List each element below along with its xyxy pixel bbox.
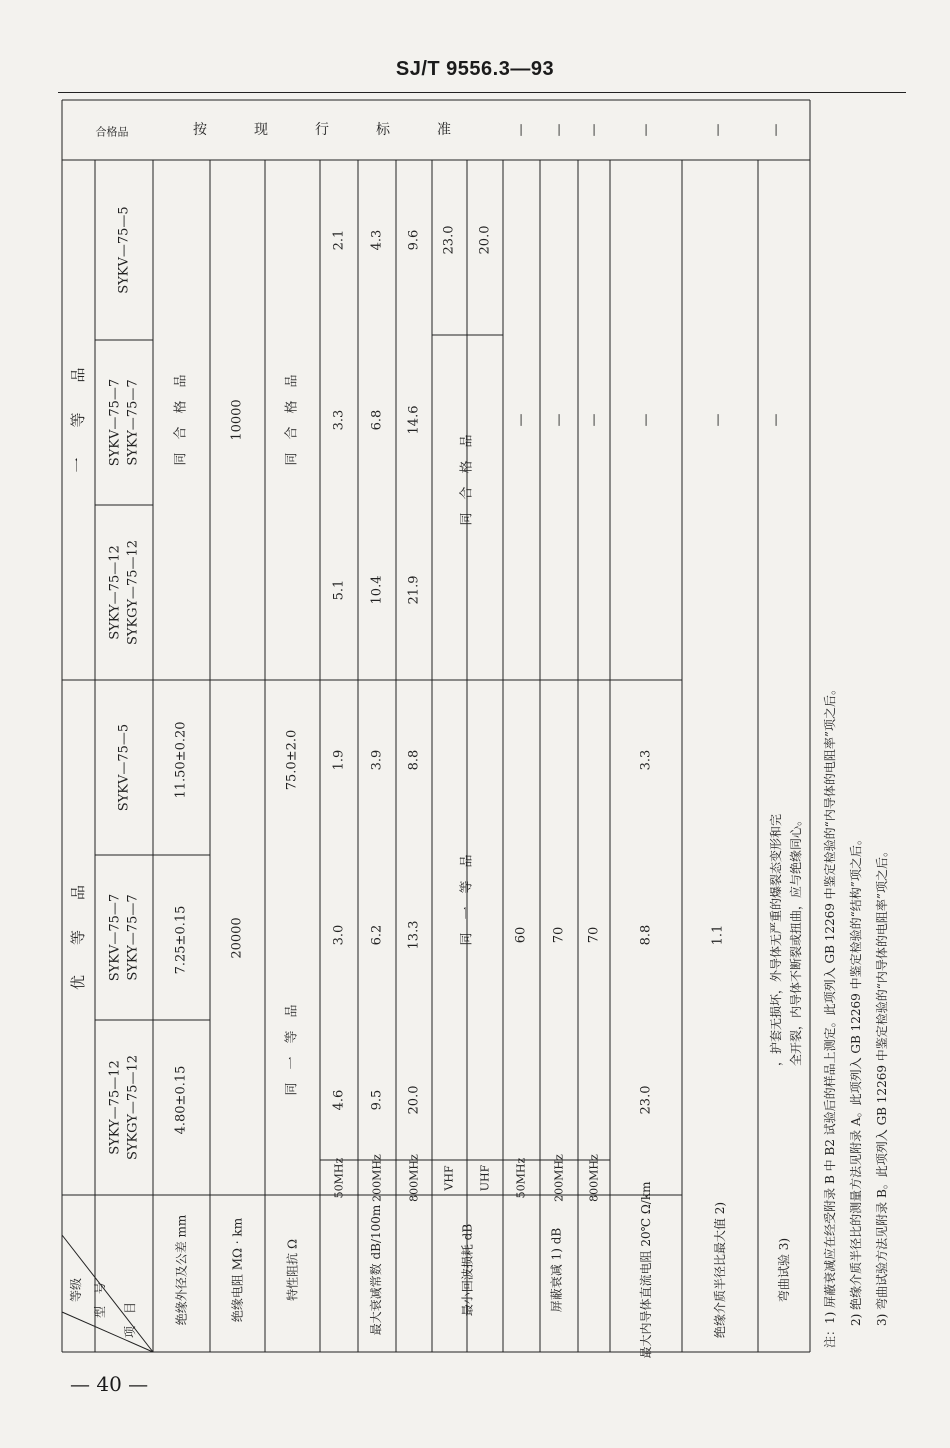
atten-first-0-0: 5.1 (331, 579, 347, 601)
rl-first-left: 同 合 格 品 (459, 434, 475, 526)
screen-superior-1: 70 (551, 926, 567, 944)
atten-superior-2-2: 8.8 (406, 749, 422, 771)
dc-superior-1: 8.8 (638, 924, 654, 946)
footnote-2: 2) 绝缘介质半径比的测量方法见附录 A。此项列入 GB 12269 中鉴定检验的“结构”项之后。 (849, 833, 863, 1326)
item-label-1: 绝缘电阻 MΩ · km (230, 1217, 245, 1323)
rl-first-right-0: 23.0 (441, 225, 457, 255)
atten-first-2-2: 9.6 (406, 229, 422, 251)
od-first: 同 合 格 品 (173, 374, 189, 466)
dash-qualified-4: — (710, 123, 726, 137)
dash-qualified-5: — (768, 123, 784, 137)
imp-superior-right: 75.0±2.0 (284, 729, 300, 791)
atten-freq-2: 800MHz (407, 1154, 421, 1202)
dash-qualified-0: — (513, 123, 529, 137)
model-first-1-0: SYKV—75—7 (107, 378, 123, 467)
dash-first-5: — (768, 413, 784, 427)
atten-superior-2-1: 13.3 (406, 920, 422, 950)
od-superior-2: 11.50±0.20 (173, 721, 189, 799)
dash-first-4: — (710, 413, 726, 427)
model-first-1-1: SYKY—75—7 (125, 379, 141, 466)
screen-freq-2: 800MHz (587, 1154, 601, 1202)
qualified-char-2: 行 (315, 122, 329, 138)
item-label-2: 特性阻抗 Ω (285, 1239, 300, 1301)
item-label-3: 最大衰减常数 dB/100m (369, 1204, 383, 1336)
bend-superior-1: ，护套无损坏，外导体无严重的爆裂态变形和完 (769, 813, 783, 1067)
model-superior-0: SYKV—75—5 (116, 723, 132, 812)
item-label-4: 最小回波损耗 dB (460, 1223, 475, 1317)
atten-superior-2-0: 20.0 (406, 1085, 422, 1115)
imp-superior-left: 同 一 等 品 (284, 1004, 300, 1096)
model-superior-2-1: SYKGY—75—12 (125, 1054, 141, 1161)
model-first-2-1: SYKGY—75—12 (125, 539, 141, 646)
atten-first-1-2: 4.3 (369, 229, 385, 251)
ratio-superior: 1.1 (710, 924, 726, 946)
atten-superior-0-0: 4.6 (331, 1089, 347, 1111)
dash-qualified-1: — (551, 123, 567, 137)
ir-first: 10000 (229, 399, 245, 441)
qualified-char-4: 准 (437, 122, 451, 138)
atten-first-1-1: 6.8 (369, 409, 385, 431)
ir-superior: 20000 (229, 917, 245, 959)
qualified-char-0: 按 (193, 122, 207, 138)
item-label-7: 绝缘介质半径比最大值 2) (713, 1201, 727, 1339)
footnote-3: 3) 弯曲试验方法见附录 B。此项列入 GB 12269 中鉴定检验的“内导体的电阻率”项之后。 (875, 844, 889, 1326)
dash-qualified-3: — (638, 123, 654, 137)
bend-superior-2: 全开裂，内导体不断裂或扭曲，应与绝缘同心。 (789, 813, 803, 1067)
rl-band-0: VHF (442, 1165, 456, 1191)
model-superior-2-0: SYKY—75—12 (107, 1060, 123, 1155)
dc-superior-0: 23.0 (638, 1085, 654, 1115)
atten-freq-1: 200MHz (370, 1154, 384, 1202)
imp-first: 同 合 格 品 (284, 374, 300, 466)
corner-item-label: 项 目 (123, 1301, 137, 1339)
model-first-2-0: SYKY—75—12 (107, 545, 123, 640)
screen-freq-0: 50MHz (514, 1157, 528, 1199)
item-label-0: 绝缘外径及公差 mm (174, 1214, 189, 1326)
atten-superior-1-2: 3.9 (369, 749, 385, 771)
screen-superior-2: 70 (586, 926, 602, 944)
dash-first-0: — (513, 413, 529, 427)
atten-first-0-1: 3.3 (331, 409, 347, 431)
rl-first-right-1: 20.0 (477, 225, 493, 255)
dash-first-3: — (638, 413, 654, 427)
atten-superior-0-2: 1.9 (331, 749, 347, 771)
qualified-char-3: 标 (376, 122, 390, 138)
dash-qualified-2: — (586, 123, 602, 137)
atten-freq-0: 50MHz (332, 1157, 346, 1199)
footnote-1: 注：1) 屏蔽衰减应在经受附录 B 中 B2 试验后的样品上测定。此项列入 GB 12269 中鉴定检验的“内导体的电阻率”项之后。 (823, 683, 837, 1348)
grade-superior-label: 优 等 品 (69, 884, 87, 991)
atten-first-2-1: 14.6 (406, 405, 422, 435)
dc-superior-2: 3.3 (638, 749, 654, 771)
item-label-5: 屏蔽衰减 1) dB (549, 1227, 564, 1313)
rl-superior: 同 一 等 品 (459, 854, 475, 946)
page-number: — 40 — (70, 1372, 149, 1396)
corner-grade-label: 等级 (69, 1277, 83, 1303)
corner-model-label: 型 号 (93, 1281, 107, 1319)
atten-first-2-0: 21.9 (406, 575, 422, 605)
screen-superior-0: 60 (513, 926, 529, 944)
atten-superior-0-1: 3.0 (331, 924, 347, 946)
qualified-char-1: 现 (254, 122, 268, 138)
od-superior-0: 4.80±0.15 (173, 1065, 189, 1135)
atten-first-1-0: 10.4 (369, 575, 385, 605)
rl-band-1: UHF (478, 1164, 492, 1192)
atten-superior-1-0: 9.5 (369, 1089, 385, 1111)
standard-number-header: SJ/T 9556.3—93 (395, 58, 555, 80)
dash-first-2: — (586, 413, 602, 427)
model-superior-1-1: SYKY—75—7 (125, 894, 141, 981)
atten-first-0-2: 2.1 (331, 229, 347, 251)
grade-qualified-label: 合格品 (95, 125, 129, 139)
model-superior-1-0: SYKV—75—7 (107, 893, 123, 982)
item-label-8: 弯曲试验 3) (777, 1237, 791, 1303)
dash-first-1: — (551, 413, 567, 427)
grade-first-label: 一 等 品 (69, 367, 87, 473)
atten-superior-1-1: 6.2 (369, 924, 385, 946)
screen-freq-1: 200MHz (552, 1154, 566, 1202)
corner-diagonal-2 (62, 1312, 153, 1352)
od-superior-1: 7.25±0.15 (173, 905, 189, 975)
model-first-0: SYKV—75—5 (116, 206, 132, 294)
item-label-6: 最大内导体直流电阻 20℃ Ω/km (639, 1181, 653, 1359)
